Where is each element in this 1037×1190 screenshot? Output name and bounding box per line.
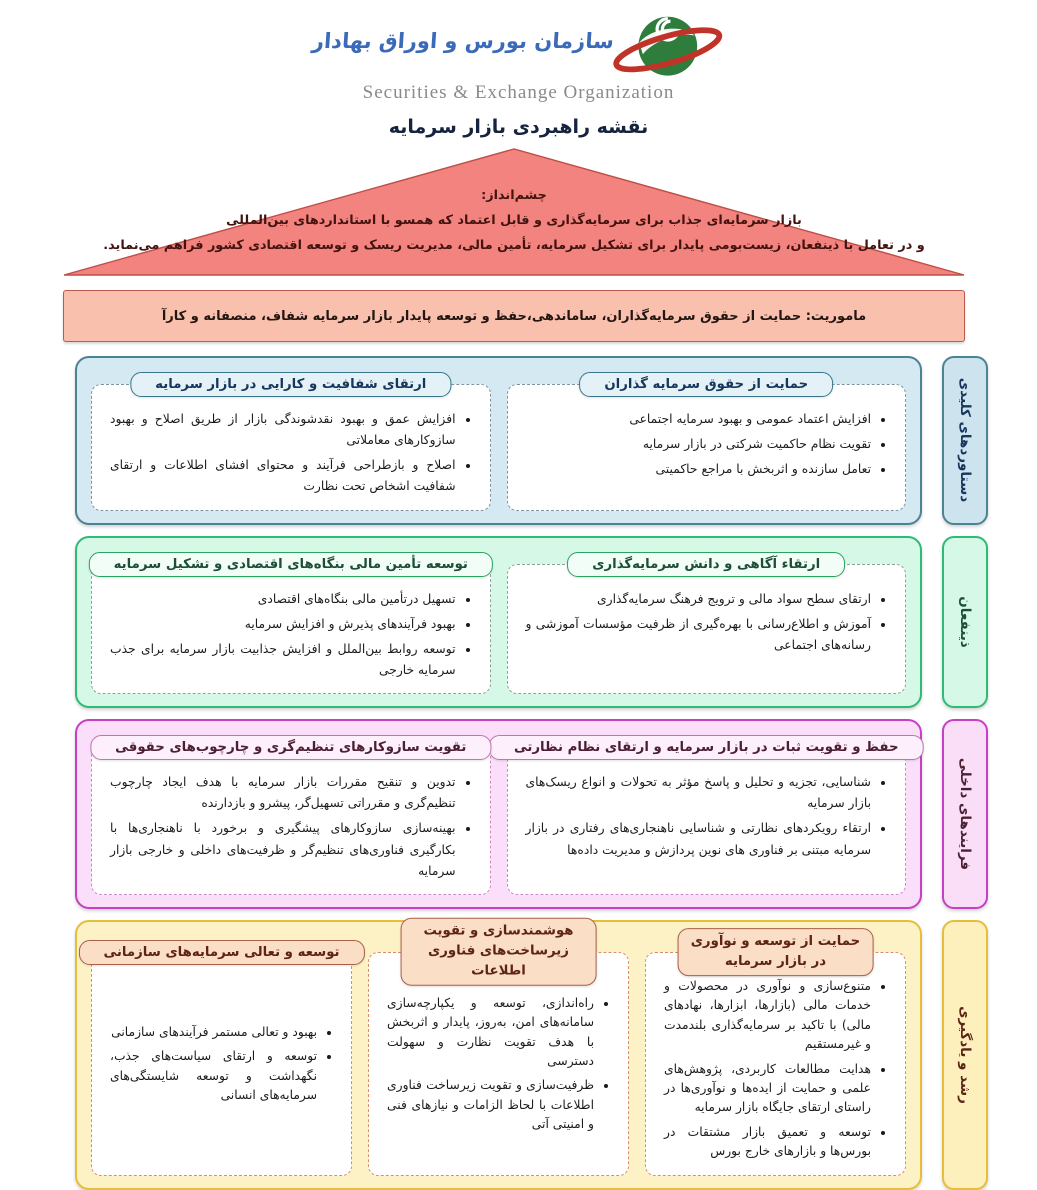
- section-label-text: دستاوردهای کلیدی: [957, 378, 973, 503]
- bullet-item: • آموزش و اطلاع‌رسانی با بهره‌گیری از ظرفیت مؤسسات آموزشی و رسانه‌های اجتماعی: [526, 614, 872, 656]
- objective-box: [507, 740, 907, 895]
- bullet-item: • بهبود فرآیندهای پذیرش و افزایش سرمایه: [110, 614, 456, 635]
- bullet-item: • راه‌اندازی، توسعه و یکپارچه‌سازی سامانه‌های امن، به‌روز، پایدار و اثربخش با هدف تقویت نظارت و سهولت دسترسی: [387, 994, 594, 1072]
- objective-bullets: [106, 589, 476, 686]
- vision-triangle: [63, 148, 965, 276]
- objective-bullets: [660, 977, 891, 1167]
- objective-title: حفظ و تقویت ثبات در بازار سرمایه و ارتقای نظام نظارتی: [489, 735, 924, 760]
- bullet-item: • تعامل سازنده و اثربخش با مراجع حاکمیتی: [526, 459, 872, 480]
- bullet-item: • بهبود و تعالی مستمر فرآیندهای سازمانی: [110, 1023, 317, 1042]
- section-panel-stakeholders: [75, 536, 922, 709]
- objective-bullets: [522, 409, 892, 484]
- section-panel-internal-processes: [75, 719, 922, 909]
- bullet-item: • بهینه‌سازی سازوکارهای پیشگیری و برخورد با ناهنجاری‌ها با بکارگیری فناوری‌های تنظیم‌گر و ظرفیت‌های داخلی و خارجی بازار سرمایه: [110, 818, 456, 881]
- section-growth-learning: [75, 920, 988, 1190]
- objective-bullets: [522, 772, 892, 865]
- section-label-internal-processes: [942, 719, 988, 909]
- section-label-text: فرایندهای داخلی: [957, 757, 973, 871]
- objective-title: حمایت از توسعه و نوآوری در بازار سرمایه: [677, 928, 874, 976]
- section-panel-growth-learning: [75, 920, 922, 1190]
- bullet-item: • توسعه و تعمیق بازار مشتقات در بورس‌ها و بازارهای خارج بورس: [664, 1123, 871, 1162]
- objective-title: توسعه تأمین مالی بنگاه‌های اقتصادی و تشکیل سرمایه: [89, 552, 493, 577]
- seo-globe-logo-icon: [607, 7, 725, 89]
- section-label-stakeholders: [942, 536, 988, 709]
- objective-title: تقویت سازوکارهای تنظیم‌گری و چارچوب‌های حقوقی: [90, 735, 491, 760]
- bullet-item: • ارتقاء رویکردهای نظارتی و شناسایی ناهنجاری‌های رفتاری در بازار سرمایه مبتنی بر فناوری های نوین پردازش و مدیریت داده‌ها: [526, 818, 872, 860]
- section-label-text: ذینفعان: [957, 596, 973, 648]
- objective-title: ارتقاء آگاهی و دانش سرمایه‌گذاری: [567, 552, 845, 577]
- organization-name-en: Securities & Exchange Organization: [362, 82, 675, 103]
- organization-name-fa: سازمان بورس و اوراق بهادار: [310, 29, 615, 53]
- vision-heading: چشم‌انداز:: [481, 188, 547, 203]
- objective-box: [507, 556, 907, 695]
- objective-box: [91, 944, 352, 1176]
- bullet-item: • تسهیل درتأمین مالی بنگاه‌های اقتصادی: [110, 589, 456, 610]
- objective-title: توسعه و تعالی سرمایه‌های سازمانی: [78, 940, 364, 965]
- objective-box: [368, 923, 629, 1176]
- objective-box: [507, 377, 907, 511]
- mission-bar: ماموریت: حمایت از حقوق سرمایه‌گذاران، ساماندهی،حفظ و توسعه پایدار بازار سرمایه شفاف، منصفانه و کارآ: [63, 290, 965, 342]
- section-label-growth-learning: [942, 920, 988, 1190]
- bullet-item: • توسعه روابط بین‌الملل و افزایش جذابیت بازار سرمایه برای جذب سرمایه خارجی: [110, 639, 456, 681]
- section-internal-processes: [75, 719, 988, 909]
- bullet-item: • تقویت نظام حاکمیت شرکتی در بازار سرمایه: [526, 434, 872, 455]
- vision-line-1: بازار سرمایه‌ای جذاب برای سرمایه‌گذاری و قابل اعتماد که همسو با استانداردهای بین‌المللی: [226, 212, 802, 228]
- objective-bullets: [106, 409, 476, 502]
- page-title: نقشه راهبردی بازار سرمایه: [388, 116, 649, 138]
- section-label-text: رشد و یادگیری: [957, 1005, 973, 1104]
- section-key-achievements: [75, 356, 988, 525]
- section-stakeholders: [75, 536, 988, 709]
- objective-box: [645, 933, 906, 1176]
- bullet-item: • افزایش اعتماد عمومی و بهبود سرمایه اجتماعی: [526, 409, 872, 430]
- objective-bullets: [106, 1023, 337, 1111]
- bullet-item: • اصلاح و بازطراحی فرآیند و محتوای افشای اطلاعات و ارتقای شفافیت اشخاص تحت نظارت: [110, 455, 456, 497]
- vision-text: [63, 184, 965, 259]
- bullet-item: • هدایت مطالعات کاربردی، پژوهش‌های علمی و حمایت از ایده‌ها و نوآوری‌ها در راستای ارتقای جایگاه بازار سرمایه: [664, 1060, 871, 1118]
- bullet-item: • افزایش عمق و بهبود نقدشوندگی بازار از طریق اصلاح و بهبود سازوکارهای معاملاتی: [110, 409, 456, 451]
- objective-title: ارتقای شفافیت و کارایی در بازار سرمایه: [130, 372, 451, 397]
- objective-title: هوشمندسازی و تقویت زیرساخت‌های فناوری اطلاعات: [400, 918, 597, 986]
- objective-bullets: [522, 589, 892, 660]
- objective-box: [91, 377, 491, 511]
- bullet-item: • ظرفیت‌سازی و تقویت زیرساخت فناوری اطلاعات با لحاظ الزامات و نیازهای فنی و امنیتی آتی: [387, 1076, 594, 1134]
- objective-bullets: [383, 994, 614, 1140]
- section-label-key-achievements: [942, 356, 988, 525]
- bullet-item: • متنوع‌سازی و نوآوری در محصولات و خدمات مالی (بازارها، ابزارها، نهادهای مالی) با تاکید بر سرمایه‌گذاری بلندمدت و غیرمستقیم: [664, 977, 871, 1055]
- vision-line-2: و در تعامل با ذینفعان، زیست‌بومی پایدار برای تشکیل سرمایه، تأمین مالی، مدیریت ریسک و توسعه اقتصادی کشور فراهم می‌نماید.: [103, 237, 925, 253]
- bullet-item: • توسعه و ارتقای سیاست‌های جذب، نگهداشت و توسعه شایستگی‌های سرمایه‌های انسانی: [110, 1047, 317, 1105]
- objective-bullets: [106, 772, 476, 886]
- objective-box: [91, 556, 491, 695]
- bullet-item: • شناسایی، تجزیه و تحلیل و پاسخ مؤثر به تحولات و انواع ریسک‌های بازار سرمایه: [526, 772, 872, 814]
- sections: [75, 356, 988, 1190]
- section-panel-key-achievements: [75, 356, 922, 525]
- bullet-item: • ارتقای سطح سواد مالی و ترویج فرهنگ سرمایه‌گذاری: [526, 589, 872, 610]
- page-header: [0, 0, 1037, 138]
- bullet-item: • تدوین و تنقیح مقررات بازار سرمایه با هدف ایجاد چارچوب تنظیم‌گری و مقرراتی تسهیل‌گر، پیشرو و بازدارنده: [110, 772, 456, 814]
- objective-box: [91, 740, 491, 895]
- logo: [0, 6, 1037, 90]
- objective-title: حمایت از حقوق سرمایه گذاران: [579, 372, 833, 397]
